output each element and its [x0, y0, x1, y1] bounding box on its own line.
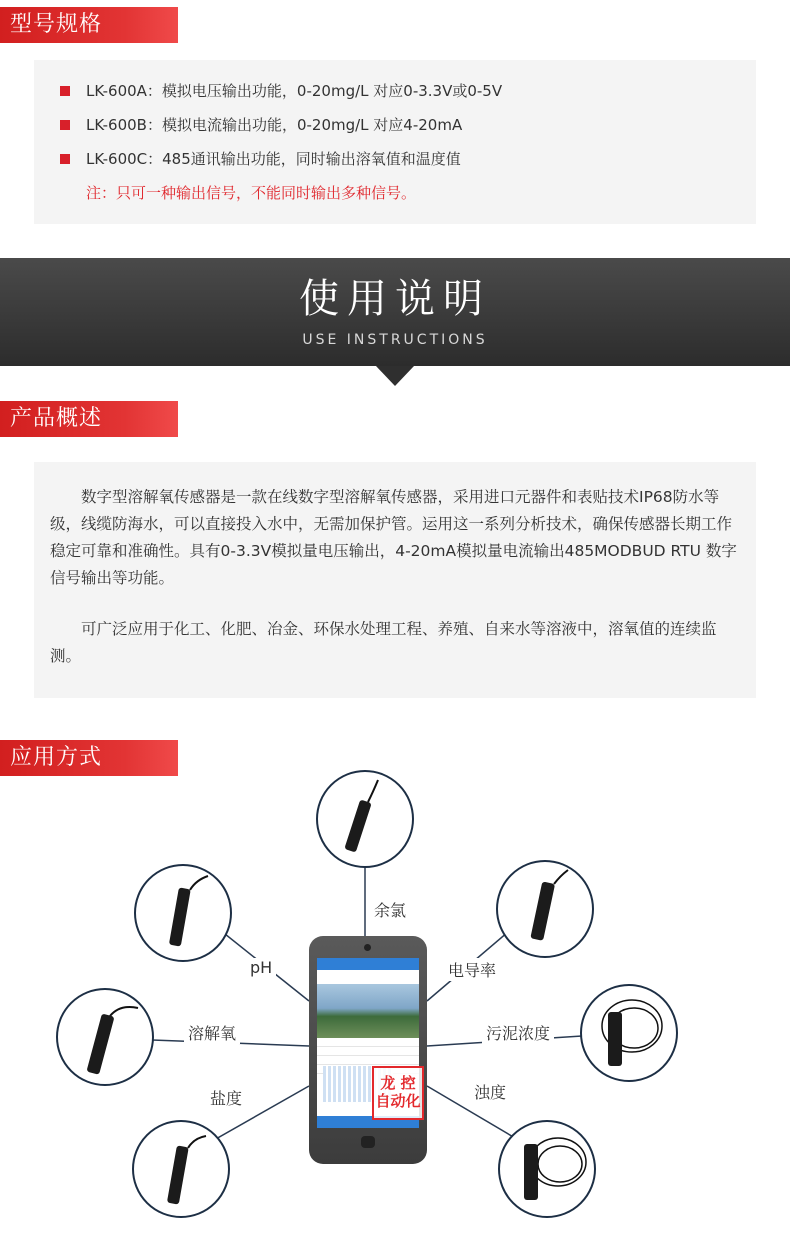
section-title-overview: 产品概述 — [0, 401, 178, 437]
sensor-circle-chlorine — [316, 770, 414, 868]
label-salinity: 盐度 — [206, 1086, 246, 1109]
sensor-circle-turbidity — [498, 1120, 596, 1218]
probe-icon — [498, 862, 592, 956]
model-spec-box — [34, 60, 756, 224]
probe-icon — [318, 772, 412, 866]
probe-icon — [136, 866, 230, 960]
stamp-line: 龙 控 — [380, 1074, 416, 1092]
spec-text: LK-600A：模拟电压输出功能，0-20mg/L 对应0-3.3V或0-5V — [86, 82, 503, 100]
overview-paragraph: 数字型溶解氧传感器是一款在线数字型溶解氧传感器，采用进口元器件和表贴技术IP68防水等级，线缆防海水，可以直接投入水中，无需加保护管。运用这一系列分析技术，确保传感器长期工作稳定可靠和准确性。具有0-3.3V模拟量电压输出，4-20mA模拟量电流输出485MODBUD RTU 数字信号输出等功能。 — [50, 488, 737, 587]
section-title-model: 型号规格 — [0, 7, 178, 43]
spec-item — [34, 142, 756, 176]
brand-stamp — [372, 1066, 424, 1120]
sensor-circle-dissolved-oxygen — [56, 988, 154, 1086]
label-chlorine: 余氯 — [370, 898, 410, 921]
banner-subtitle: USE INSTRUCTIONS — [302, 332, 488, 348]
sensor-circle-conductivity — [496, 860, 594, 958]
probe-icon — [134, 1122, 228, 1216]
banner-title: 使用说明 — [299, 276, 491, 322]
coast-photo — [317, 984, 419, 1038]
label-conductivity: 电导率 — [444, 958, 500, 981]
square-bullet-icon — [60, 120, 70, 130]
probe-icon — [582, 986, 676, 1080]
spec-item — [34, 108, 756, 142]
model-spec-list — [34, 74, 756, 176]
sensor-circle-salinity — [132, 1120, 230, 1218]
camera-icon — [364, 944, 371, 951]
overview-box — [34, 462, 756, 698]
label-sludge: 污泥浓度 — [482, 1021, 554, 1044]
spec-item — [34, 74, 756, 108]
instructions-banner — [0, 258, 790, 366]
sensor-circle-ph — [134, 864, 232, 962]
label-turbidity: 浊度 — [470, 1080, 510, 1103]
spec-text: LK-600C：485通讯输出功能，同时输出溶氧值和温度值 — [86, 150, 461, 168]
home-button-icon — [361, 1136, 375, 1148]
spec-note: 注：只可一种输出信号，不能同时输出多种信号。 — [86, 184, 417, 202]
phone-device — [309, 936, 427, 1164]
label-ph: pH — [246, 958, 276, 977]
overview-paragraph: 可广泛应用于化工、化肥、冶金、环保水处理工程、养殖、自来水等溶液中，溶氧值的连续监测。 — [50, 620, 717, 665]
stamp-line: 自动化 — [375, 1092, 421, 1110]
probe-icon — [58, 990, 152, 1084]
app-header — [317, 958, 419, 970]
banner-arrow-icon — [376, 366, 414, 386]
label-dissolved-oxygen: 溶解氧 — [184, 1021, 240, 1044]
square-bullet-icon — [60, 86, 70, 96]
sensor-circle-sludge — [580, 984, 678, 1082]
spec-text: LK-600B：模拟电流输出功能，0-20mg/L 对应4-20mA — [86, 116, 463, 134]
probe-icon — [500, 1122, 594, 1216]
application-diagram — [0, 776, 790, 1246]
square-bullet-icon — [60, 154, 70, 164]
section-title-application: 应用方式 — [0, 740, 178, 776]
